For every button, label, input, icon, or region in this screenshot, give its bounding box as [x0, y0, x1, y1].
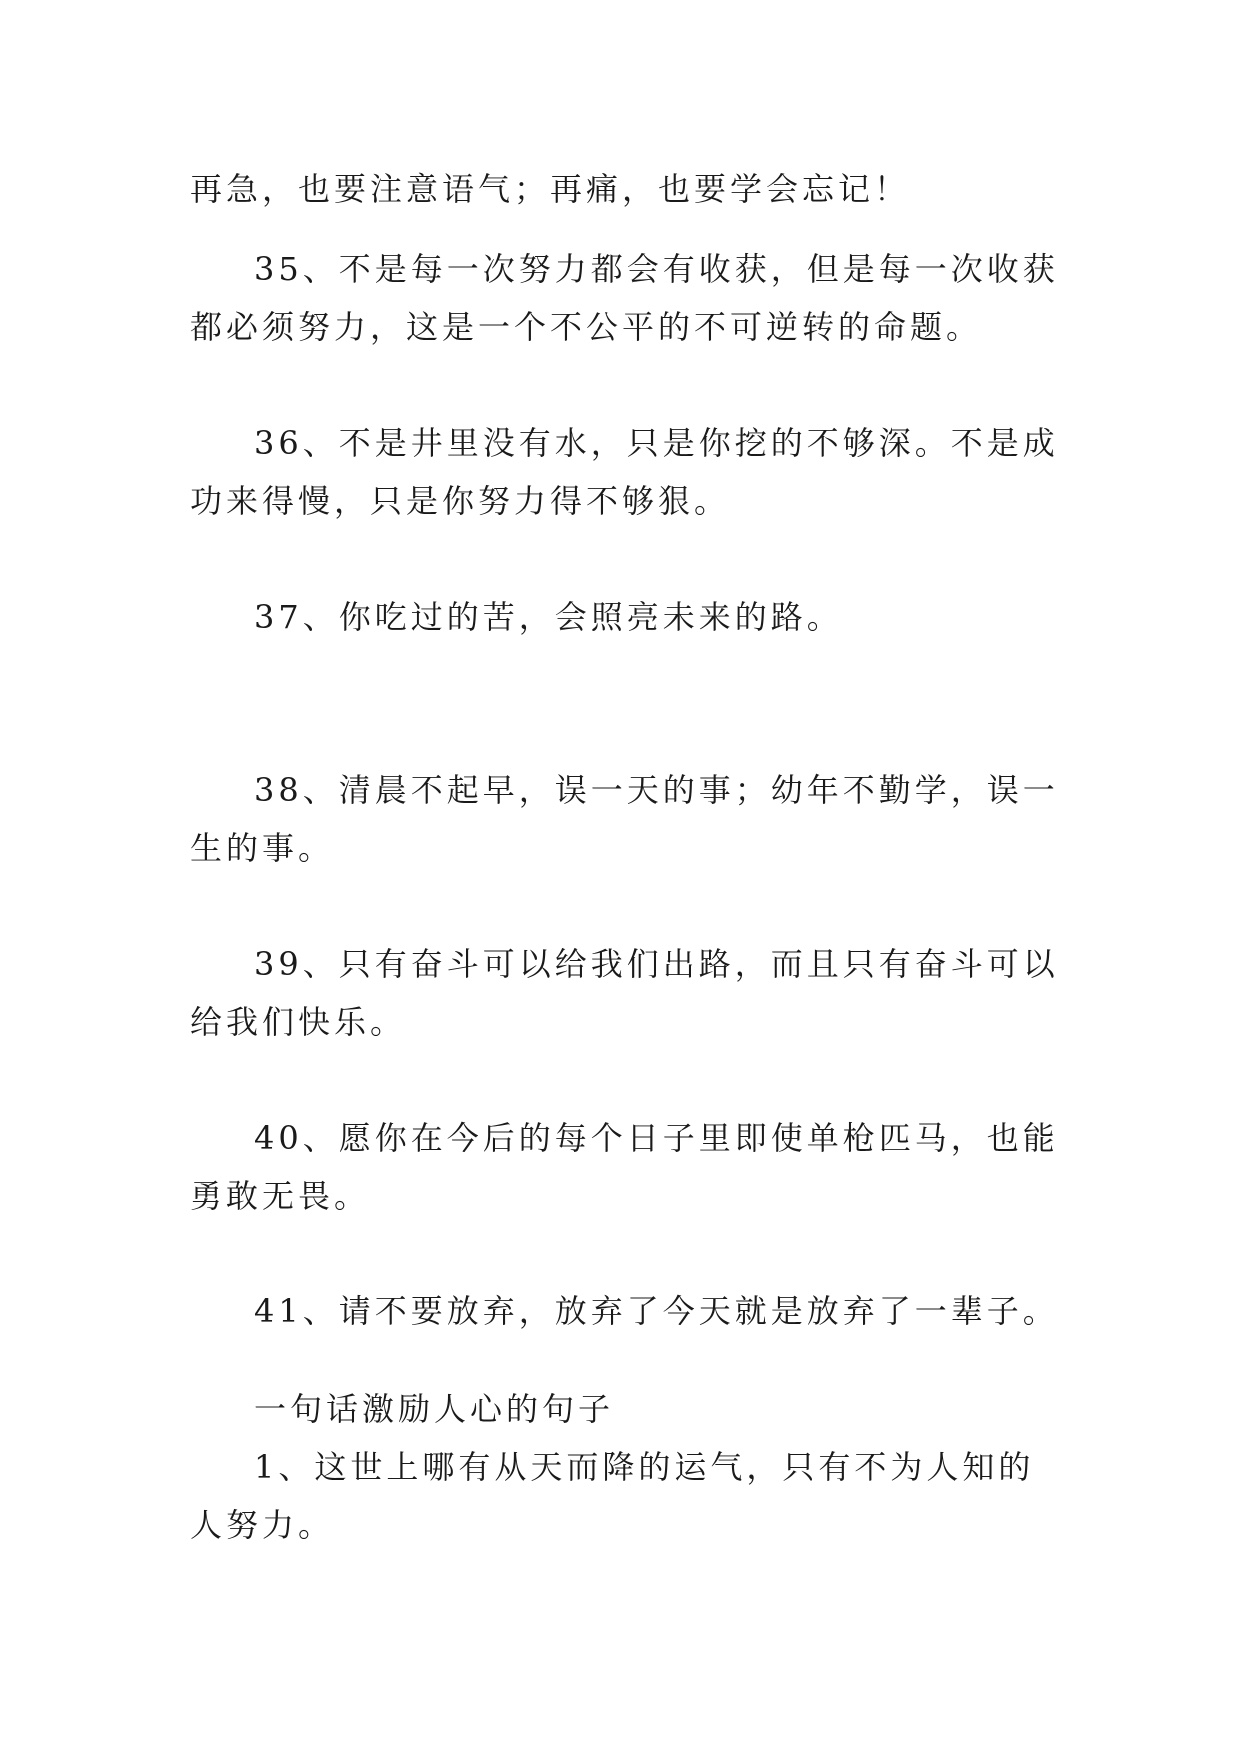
paragraph-continuation: 再急，也要注意语气；再痛，也要学会忘记！	[190, 170, 911, 208]
section-paragraph-1: 1、这世上哪有从天而降的运气，只有不为人知的人努力。	[190, 1448, 1035, 1544]
paragraph-35: 35、不是每一次努力都会有收获，但是每一次收获都必须努力，这是一个不公平的不可逆转的命题。	[190, 250, 1059, 346]
paragraph-40: 40、愿你在今后的每个日子里即使单枪匹马，也能勇敢无畏。	[190, 1119, 1059, 1215]
paragraph-41: 41、请不要放弃，放弃了今天就是放弃了一辈子。	[254, 1292, 1059, 1330]
section-heading: 一句话激励人心的句子	[254, 1390, 615, 1428]
paragraph-39: 39、只有奋斗可以给我们出路，而且只有奋斗可以给我们快乐。	[190, 945, 1059, 1041]
paragraph-37: 37、你吃过的苦，会照亮未来的路。	[254, 598, 843, 636]
paragraph-38: 38、清晨不起早，误一天的事；幼年不勤学，误一生的事。	[190, 771, 1059, 867]
paragraph-36: 36、不是井里没有水，只是你挖的不够深。不是成功来得慢，只是你努力得不够狠。	[190, 424, 1059, 520]
